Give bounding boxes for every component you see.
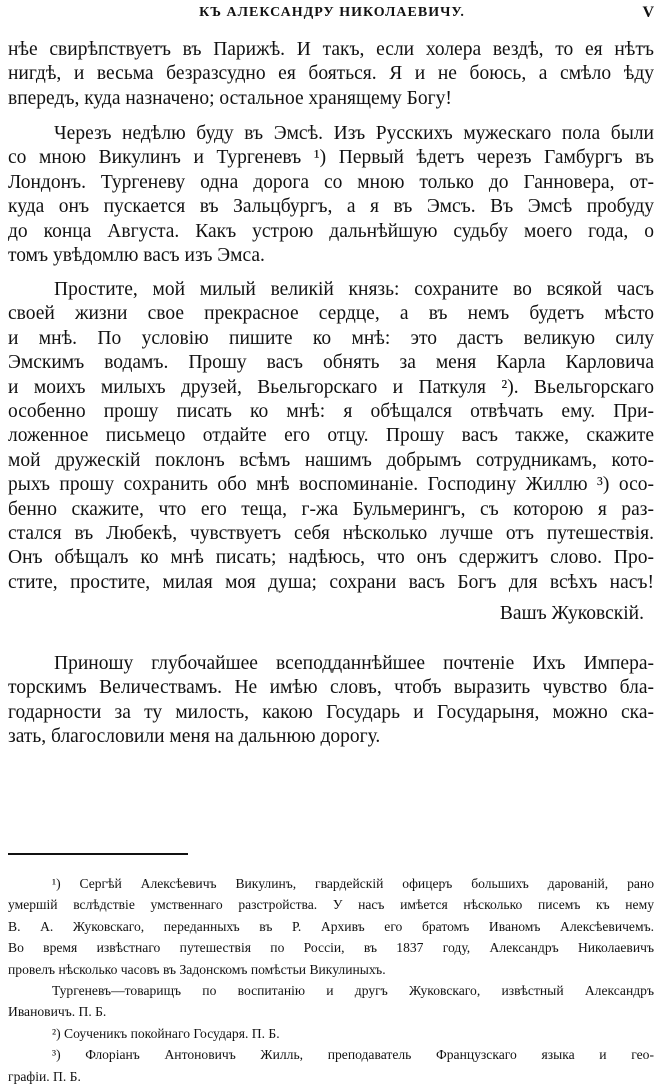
running-head — [0, 4, 664, 24]
text-line: и моихъ милыхъ друзей, Вьельгорскаго и Паткуля ²). Вьельгорскаго — [8, 376, 654, 398]
text-line: стался въ Любекѣ, чувствуетъ себя нѣсколько лучше отъ путешествія. — [8, 523, 654, 545]
paragraph-farewell — [8, 278, 654, 595]
text-line: Простите, мой милый великій князь: сохраните во всякой часъ — [54, 279, 654, 300]
footnote-line: Ивановичъ. П. Б. — [8, 1004, 107, 1020]
footnote-1-continued — [8, 980, 654, 1023]
text-line: бенно скажите, что его теща, г-жа Бульмерингъ, съ которою я раз- — [8, 498, 654, 520]
footnote-line: провелъ нѣсколько часовъ въ Задонскомъ помѣстьи Викулиныхъ. — [8, 961, 386, 977]
text-line: торскимъ Величествамъ. Не имѣю словъ, чтобъ выразить чувство бла- — [8, 677, 654, 699]
footnote-line: ³) Флоріанъ Антоновичъ Жилль, преподаватель Французскаго языка и гео- — [52, 1047, 654, 1063]
text-line: и мнѣ. По условію пишите ко мнѣ: это дастъ великую силу — [8, 327, 654, 349]
paragraph-continuation — [8, 38, 654, 111]
text-line: Лондонъ. Тургеневу одна дорога со мною только до Ганновера, от- — [8, 171, 654, 193]
text-line: Эмскимъ водамъ. Прошу васъ обнять за меня Карла Карловича — [8, 352, 654, 374]
footnote-line: Тургеневъ—товарищъ по воспитанію и другъ Жуковскаго, извѣстный Александръ — [52, 983, 654, 999]
footnote-line: ²) Соученикъ покойнаго Государя. П. Б. — [52, 1025, 280, 1041]
text-line: нѣе свирѣпствуетъ въ Парижѣ. И такъ, если холера вездѣ, то ея нѣтъ — [8, 39, 654, 60]
footnote-2 — [8, 1023, 654, 1044]
text-line: Приношу глубочайшее всеподданнѣйшее почтеніе Ихъ Импера- — [54, 653, 654, 674]
footnote-line: В. А. Жуковскаго, переданныхъ въ Р. Архивъ его братомъ Иваномъ Алексѣевичемъ. — [8, 918, 654, 934]
text-line: нигдѣ, и весьма безразсудно ея бояться. Я и не боюсь, а смѣло ѣду — [8, 63, 654, 85]
page-number: V — [642, 4, 654, 21]
footnotes — [8, 873, 654, 1087]
paragraph-ems — [8, 122, 654, 268]
footnote-3 — [8, 1044, 654, 1087]
text-line: мой дружескій поклонъ всѣмъ нашимъ добрымъ сотрудникамъ, кото- — [8, 449, 654, 471]
text-line: томъ увѣдомлю васъ изъ Эмса. — [8, 245, 265, 267]
footnote-divider — [8, 853, 188, 855]
text-line: своей жизни свое прекрасное сердце, а въ немъ будетъ мѣсто — [8, 303, 654, 325]
text-line: рыхъ прошу сохранить обо мнѣ воспоминаніе. Господину Жиллю ³) осо- — [8, 474, 654, 496]
signature: Вашъ Жуковскій. — [499, 603, 644, 624]
paragraph-postscript — [8, 652, 654, 750]
text-line: со мною Викулинъ и Тургеневъ ¹) Первый ѣдетъ черезъ Гамбургъ въ — [8, 147, 654, 169]
text-line: годарности за ту милость, какою Государь и Государыня, можно ска- — [8, 701, 654, 723]
text-line: зать, благословили меня на дальнюю дорогу. — [8, 726, 381, 748]
footnote-line: умершій вслѣдствіе умственнаго разстройства. У насъ имѣется нѣсколько писемъ къ нему — [8, 897, 654, 913]
text-line: впередъ, куда назначено; остальное хранящему Богу! — [8, 87, 452, 109]
text-line: Онъ обѣщалъ ко мнѣ писать; надѣюсь, что онъ сдержитъ слово. Про- — [8, 547, 654, 569]
footnote-line: ¹) Сергѣй Алексѣевичъ Викулинъ, гвардейскій офицеръ большихъ дарованій, рано — [52, 876, 654, 891]
text-line: до конца Августа. Какъ устрою дальнѣйшую судьбу моего года, о — [8, 220, 654, 242]
text-line: Черезъ недѣлю буду въ Эмсѣ. Изъ Русскихъ мужескаго пола были — [54, 123, 654, 144]
text-line: ложенное письмецо отдайте его отцу. Прошу васъ также, скажите — [8, 425, 654, 447]
footnote-1 — [8, 873, 654, 980]
text-line: особенно прошу писать ко мнѣ: я обѣщался отвѣчать ему. При- — [8, 401, 654, 423]
text-line: стите, простите, милая моя душа; сохрани васъ Богъ для всѣхъ насъ! — [8, 571, 654, 593]
footnote-line: графіи. П. Б. — [8, 1068, 81, 1084]
running-title: КЪ АЛЕКСАНДРУ НИКОЛАЕВИЧУ. — [199, 5, 465, 20]
footnote-line: Во время извѣстнаго путешествія по Россіи, въ 1837 году, Александръ Николаевичъ — [8, 940, 654, 956]
text-line: куда онъ пускается въ Зальцбургъ, а я въ Эмсъ. Въ Эмсѣ пробуду — [8, 196, 654, 218]
